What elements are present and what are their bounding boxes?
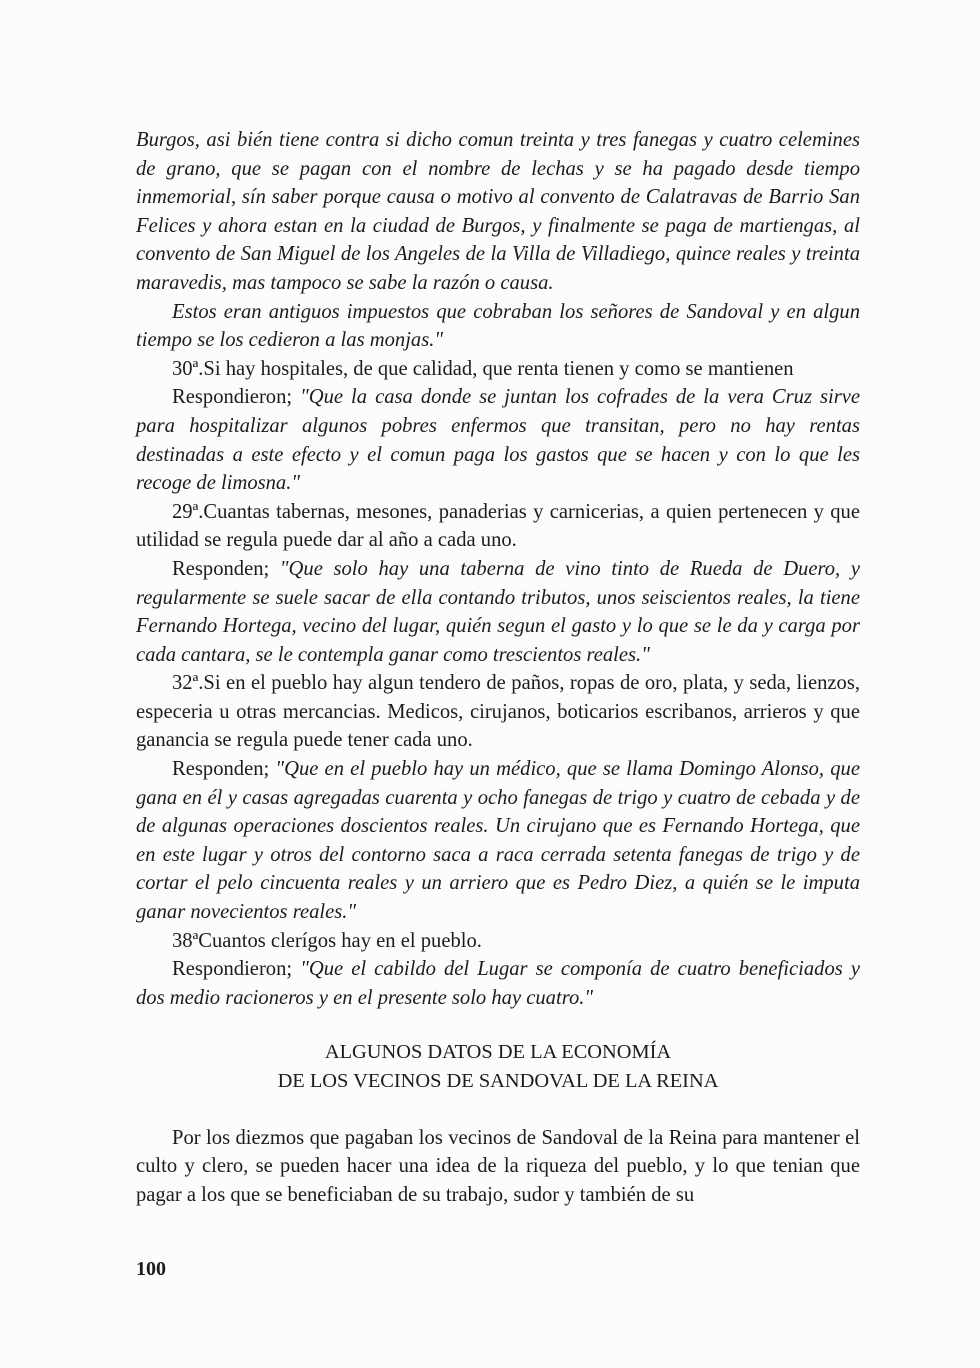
answer-29 bbox=[136, 555, 860, 669]
answer-38 bbox=[136, 955, 860, 1012]
closing-paragraph: Por los diezmos que pagaban los vecinos de Sandoval de la Reina para mantener el culto y clero, se pueden hacer una idea de la riqueza del pueblo, y lo que tenian que pagar a los que se beneficiaban de su trabajo, sudor y también de su bbox=[136, 1126, 860, 1206]
paragraph-1-quote: Burgos, asi bién tiene contra si dicho comun treinta y tres fanegas y cuatro celemines de grano, que se pagan con el nombre de lechas y se ha pagado desde tiempo inmemorial, sín saber porque causa o motivo al convento de Calatravas de Barrio San Felices y ahora estan en la ciudad de Burgos, y finalmente se paga de martiengas, al convento de San Miguel de los Angeles de la Villa de Villadiego, quince reales y treinta maravedis, mas tampoco se sabe la razón o causa. bbox=[136, 129, 860, 294]
question-29 bbox=[136, 498, 860, 555]
section-heading-line-2: DE LOS VECINOS DE SANDOVAL DE LA REINA bbox=[277, 1070, 719, 1092]
question-32-text: 32ª.Si en el pueblo hay algun tendero de paños, ropas de oro, plata, y seda, lienzos, especeria u otras mercancias. Medicos, cirujanos, boticarios escribanos, arrieros y que ganancia se regula puede tener cada uno. bbox=[136, 672, 860, 752]
answer-32 bbox=[136, 755, 860, 927]
paragraph-2 bbox=[136, 298, 860, 355]
question-38 bbox=[136, 927, 860, 956]
question-29-text: 29ª.Cuantas tabernas, mesones, panaderias y carnicerias, a quien pertenecen y que utilidad se regula puede dar al año a cada uno. bbox=[136, 500, 860, 552]
section-heading bbox=[136, 1038, 860, 1095]
paragraph-2-quote: Estos eran antiguos impuestos que cobraban los señores de Sandoval y en algun tiempo se los cedieron a las monjas." bbox=[136, 300, 860, 352]
question-38-text: 38ªCuantos clerígos hay en el pueblo. bbox=[172, 929, 482, 952]
answer-38-lead: Respondieron; bbox=[172, 958, 301, 981]
question-30-text: 30ª.Si hay hospitales, de que calidad, que renta tienen y como se mantienen bbox=[172, 357, 794, 380]
answer-30-quote: "Que la casa donde se juntan los cofrades de la vera Cruz sirve para hospitalizar algunos pobres enfermos que transitan, pero no hay rentas destinadas a este efecto y el comun paga los gastos que se hacen y con lo que les recoge de limosna." bbox=[136, 386, 860, 495]
answer-32-quote: "Que en el pueblo hay un médico, que se llama Domingo Alonso, que gana en él y casas agregadas cuarenta y ocho fanegas de trigo y cuatro de cebada y de de algunas operaciones doscientos reales. Un cirujano que es Fernando Hortega, que en este lugar y otros del contorno saca a raca cerrada setenta fanegas de trigo y de cortar el pelo cincuenta reales y un arriero que es Pedro Diez, a quién se le imputa ganar novecientos reales." bbox=[136, 758, 860, 924]
answer-32-lead: Responden; bbox=[172, 758, 276, 781]
paragraph-1 bbox=[136, 126, 860, 298]
answer-29-quote: "Que solo hay una taberna de vino tinto de Rueda de Duero, y regularmente se suele sacar de ella contando tributos, unos seiscientos reales, la tiene Fernando Hortega, vecino del lugar, quién segun el gasto y lo que se le da y carga por cada cantara, se le contempla ganar como trescientos reales." bbox=[136, 557, 860, 666]
answer-29-lead: Responden; bbox=[172, 557, 280, 580]
answer-30 bbox=[136, 383, 860, 497]
question-30 bbox=[136, 355, 860, 384]
answer-30-lead: Respondieron; bbox=[172, 386, 301, 409]
section-heading-line-1: ALGUNOS DATOS DE LA ECONOMÍA bbox=[324, 1041, 672, 1064]
page-number: 100 bbox=[136, 1258, 166, 1280]
question-32 bbox=[136, 669, 860, 755]
page-body bbox=[136, 126, 860, 1209]
answer-38-quote: "Que el cabildo del Lugar se componía de cuatro beneficiados y dos medio racioneros y en el presente solo hay cuatro." bbox=[136, 958, 860, 1009]
